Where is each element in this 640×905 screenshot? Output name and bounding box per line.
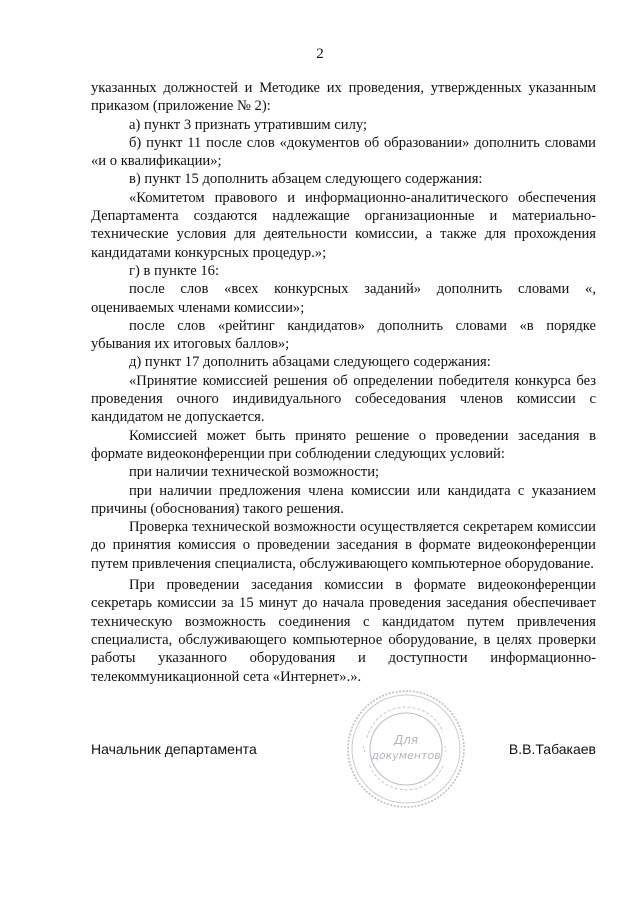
paragraph-quote-decision: «Принятие комиссией решения об определении победителя конкурса без проведения очного индивидуального собеседования членов комиссии с кандидатом не допускается.: [91, 372, 596, 426]
paragraph-condition-1: при наличии технической возможности;: [129, 464, 380, 481]
stamp-text-line1: Для: [393, 733, 419, 747]
signature-block: [91, 741, 596, 761]
paragraph-item-v: в) пункт 15 дополнить абзацем следующего содержания:: [129, 171, 483, 188]
paragraph-item-b: б) пункт 11 после слов «документов об образовании» дополнить словами «и о квалификации»;: [91, 134, 596, 170]
signatory-name: В.В.Табакаев: [508, 741, 596, 757]
paragraph-tech-check: Проверка технической возможности осуществляется секретарем комиссии до принятия комиссия о проведении заседания в формате видеоконференции путем привлечения специалиста, обслуживающего компьютерное оборудование.: [91, 519, 596, 572]
document-body: [91, 79, 596, 686]
paragraph-quote-committee: «Комитетом правового и информационно-аналитического обеспечения Департамента создаются надлежащие организационные и материально-технические условия для деятельности комиссии, а также для прохождения кандидатами конкурсных процедур.»;: [91, 189, 596, 261]
page-number: 2: [316, 46, 324, 62]
stamp-text-line2: документов: [371, 749, 441, 762]
paragraph-videoconference: Комиссией может быть принято решение о проведении заседания в формате видеоконференции при соблюдении следующих условий:: [91, 427, 596, 462]
paragraph-item-d: д) пункт 17 дополнить абзацами следующего содержания:: [129, 354, 491, 371]
paragraph-item-g: г) в пункте 16:: [129, 262, 219, 279]
paragraph-continuation: указанных должностей и Методике их проведения, утвержденных указанным приказом (приложение № 2):: [91, 80, 596, 115]
paragraph-item-a: а) пункт 3 признать утратившим силу;: [129, 116, 368, 133]
paragraph-item-g-1: после слов «всех конкурсных заданий» дополнить словами «, оцениваемых членами комиссии»;: [91, 281, 596, 316]
paragraph-item-g-2: после слов «рейтинг кандидатов» дополнить словами «в порядке убывания их итоговых баллов»;: [91, 317, 596, 353]
paragraph-conducting-meeting: При проведении заседания комиссии в формате видеоконференции секретарь комиссии за 15 минут до начала проведения заседания обеспечивает техническую возможность соединения с кандидатом путем привлечения специалиста, обслуживающего компьютерное оборудование, в целях проверки работы указанного оборудования и доступности информационно-телекоммуникационной сета «Интернет».».: [91, 577, 596, 685]
signatory-title: Начальник департамента: [91, 741, 257, 757]
paragraph-condition-2: при наличии предложения члена комиссии или кандидата с указанием причины (обоснования) такого решения.: [91, 482, 596, 517]
